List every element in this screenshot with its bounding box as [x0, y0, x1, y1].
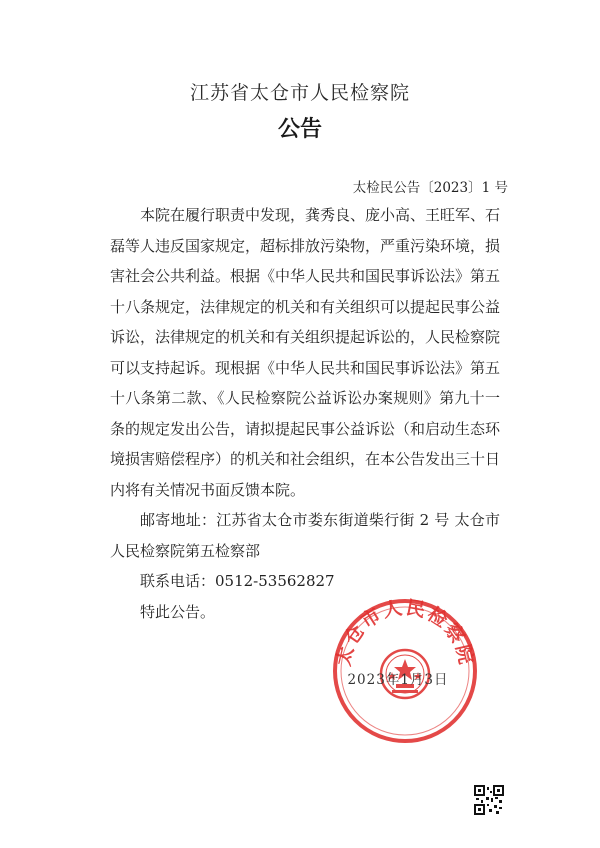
main-paragraph: 本院在履行职责中发现，龚秀良、庞小高、王旺军、石磊等人违反国家规定，超标排放污染物，严重污染环境，损害社会公共利益。根据《中华人民共和国民事诉讼法》第五十八条规定，法律规定的机关和有关组织可以提起民事公益诉讼，法律规定的机关和有关组织提起诉讼的，人民检察院可以支持起诉。现根据《中华人民共和国民事诉讼法》第五十八条第二款、《人民检察院公益诉讼办案规则》第九十一条的规定发出公告，请拟提起民事公益诉讼（和启动生态环境损害赔偿程序）的机关和社会组织，在本公告发出三十日内将有关情况书面反馈本院。 [110, 206, 501, 499]
closing-paragraph: 特此公告。 [140, 602, 216, 621]
address-paragraph: 邮寄地址：江苏省太仓市娄东街道柴行街 2 号 太仓市人民检察院第五检察部 [110, 511, 500, 560]
announcement-body [110, 200, 500, 627]
document-number: 太检民公告〔2023〕1 号 [352, 180, 508, 196]
issuing-organization: 江苏省太仓市人民检察院 [189, 82, 410, 104]
seal-date: 2023年1月3日 [347, 672, 449, 688]
svg-text:太仓市人民检察院: 太仓市人民检察院 [332, 596, 478, 669]
qr-code-icon [474, 785, 504, 815]
phone-paragraph: 联系电话：0512-53562827 [140, 572, 335, 590]
document-title: 公告 [277, 117, 322, 142]
